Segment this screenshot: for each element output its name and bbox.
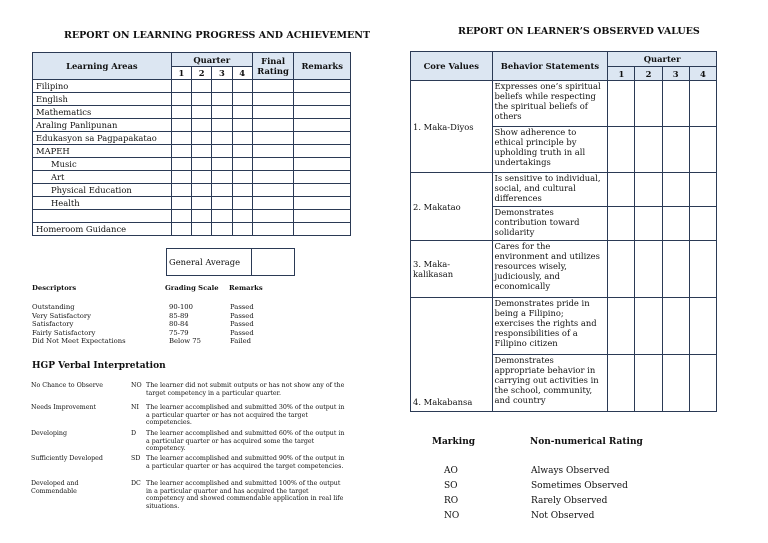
list-item bbox=[440, 481, 640, 496]
list-item bbox=[440, 466, 640, 481]
table-header-row bbox=[411, 52, 717, 67]
table-row bbox=[33, 106, 351, 119]
marking-header: Marking bbox=[432, 437, 476, 447]
behavior-statements-header: Behavior Statements bbox=[492, 52, 608, 81]
hgp-code: DC bbox=[131, 480, 141, 487]
core-value-label: 3. Maka-kalikasan bbox=[413, 259, 454, 279]
hgp-label: Needs Improvement bbox=[31, 404, 97, 411]
learning-area: English bbox=[33, 93, 172, 106]
learning-area: Music bbox=[33, 158, 172, 171]
general-average-table bbox=[166, 248, 295, 276]
learning-area: Filipino bbox=[33, 80, 172, 93]
remarks-header: Remarks bbox=[294, 53, 351, 80]
table-row bbox=[411, 298, 717, 355]
list-item bbox=[32, 337, 332, 346]
table-row bbox=[33, 197, 351, 210]
table-row bbox=[411, 173, 717, 207]
learning-area: Physical Education bbox=[33, 184, 172, 197]
behavior-statement: Demonstrates pride in being a Filipino; exercises the rights and responsibilities of a Filipino citizen bbox=[492, 298, 608, 355]
learning-area: Art bbox=[33, 171, 172, 184]
list-item bbox=[440, 496, 640, 511]
core-value bbox=[411, 241, 493, 298]
marking-rating: Rarely Observed bbox=[531, 496, 608, 506]
list-item bbox=[32, 320, 332, 329]
table-row bbox=[33, 145, 351, 158]
list-item bbox=[32, 312, 332, 321]
table-row bbox=[33, 171, 351, 184]
q2-header: 2 bbox=[191, 67, 211, 80]
list-item bbox=[32, 303, 332, 312]
scale-descriptor: Outstanding bbox=[32, 303, 75, 311]
marking-code: NO bbox=[444, 511, 460, 521]
scale-remark: Passed bbox=[230, 328, 254, 337]
scale-descriptor: Did Not Meet Expectations bbox=[32, 337, 126, 345]
behavior-statement: Demonstrates appropriate behavior in carrying out activities in the school, community, and country bbox=[492, 355, 608, 412]
scale-range: 90-100 bbox=[169, 303, 193, 311]
learning-area: Mathematics bbox=[33, 106, 172, 119]
scale-descriptor: Very Satisfactory bbox=[32, 311, 91, 320]
scale-descriptor: Fairly Satisfactory bbox=[32, 328, 96, 337]
hgp-text: The learner accomplished and submitted 90% of the output in a particular quarter or has acquired the target competencies. bbox=[146, 455, 345, 470]
q2-header: 2 bbox=[635, 67, 662, 81]
table-row bbox=[33, 210, 351, 223]
core-value-label: 4. Makabansa bbox=[413, 397, 473, 407]
table-row bbox=[33, 132, 351, 145]
table-header-row bbox=[33, 53, 351, 67]
grading-scale-header: Grading Scale bbox=[165, 284, 219, 292]
observed-values-title: REPORT ON LEARNER’S OBSERVED VALUES bbox=[458, 26, 700, 37]
hgp-label: No Chance to Observe bbox=[31, 382, 104, 389]
core-values-header: Core Values bbox=[411, 52, 493, 81]
q1-header: 1 bbox=[171, 67, 191, 80]
table-row bbox=[33, 184, 351, 197]
table-row bbox=[33, 93, 351, 106]
table-row bbox=[33, 223, 351, 236]
marking-rating: Sometimes Observed bbox=[531, 481, 628, 491]
hgp-label: Developing bbox=[31, 430, 67, 437]
scale-descriptor: Satisfactory bbox=[32, 320, 74, 328]
hgp-code: D bbox=[131, 430, 137, 437]
general-average-label: General Average bbox=[167, 249, 252, 276]
hgp-text: The learner accomplished and submitted 30% of the output in a particular quarter or has not acquired the target competencies. bbox=[146, 404, 345, 426]
final-rating-header: Final Rating bbox=[252, 53, 294, 80]
list-item bbox=[31, 404, 349, 430]
scale-remark: Passed bbox=[230, 311, 254, 320]
scale-remark: Passed bbox=[230, 320, 254, 328]
scale-range: 75-79 bbox=[169, 328, 189, 337]
learning-area: Edukasyon sa Pagpapakatao bbox=[33, 132, 172, 145]
learning-area bbox=[33, 210, 172, 223]
list-item bbox=[31, 382, 349, 404]
list-item bbox=[31, 455, 349, 480]
hgp-label: Sufficiently Developed bbox=[31, 455, 103, 462]
general-average-value bbox=[252, 249, 295, 276]
scale-remark: Failed bbox=[230, 337, 252, 345]
learning-progress-title: REPORT ON LEARNING PROGRESS AND ACHIEVEMENT bbox=[64, 30, 371, 41]
list-item bbox=[31, 430, 349, 455]
q1-header: 1 bbox=[608, 67, 635, 81]
hgp-text: The learner accomplished and submitted 100% of the output in a particular quarter and has acquired the target competency and showed commendable application in real life situations. bbox=[146, 480, 344, 510]
behavior-statement: Expresses one’s spiritual beliefs while respecting the spiritual beliefs of others bbox=[492, 81, 608, 127]
hgp-code: SD bbox=[131, 455, 141, 462]
table-row bbox=[411, 81, 717, 127]
hgp-title: HGP Verbal Interpretation bbox=[32, 361, 166, 371]
learning-area: Homeroom Guidance bbox=[33, 223, 172, 236]
core-value: 1. Maka-Diyos bbox=[411, 81, 493, 173]
learning-area: MAPEH bbox=[33, 145, 172, 158]
quarter-header: Quarter bbox=[608, 52, 717, 67]
core-value: 2. Makatao bbox=[411, 173, 493, 241]
marking-code: AO bbox=[444, 466, 458, 476]
q4-header: 4 bbox=[689, 67, 716, 81]
scale-range: 85-89 bbox=[169, 311, 189, 320]
q3-header: 3 bbox=[212, 67, 232, 80]
learning-area: Health bbox=[33, 197, 172, 210]
behavior-statement: Demonstrates contribution toward solidarity bbox=[492, 207, 608, 241]
list-item bbox=[440, 511, 640, 526]
rating-header: Non-numerical Rating bbox=[530, 437, 643, 447]
table-row bbox=[33, 119, 351, 132]
marking-list bbox=[440, 466, 640, 526]
behavior-statement: Cares for the environment and utilizes resources wisely, judiciously, and economically bbox=[492, 241, 608, 298]
scale-range: 80-84 bbox=[169, 320, 189, 328]
list-item bbox=[32, 329, 332, 338]
core-value bbox=[411, 298, 493, 412]
grading-scale-list bbox=[32, 303, 332, 346]
quarter-header: Quarter bbox=[171, 53, 252, 67]
hgp-text: The learner accomplished and submitted 60% of the output in a particular quarter or has acquired some the target competency. bbox=[146, 430, 345, 452]
descriptors-header: Descriptors bbox=[32, 284, 77, 292]
marking-code: RO bbox=[444, 496, 459, 506]
learning-areas-header: Learning Areas bbox=[33, 53, 172, 80]
learning-area: Araling Panlipunan bbox=[33, 119, 172, 132]
observed-values-table bbox=[410, 51, 717, 412]
marking-rating: Always Observed bbox=[531, 466, 610, 476]
behavior-statement: Is sensitive to individual, social, and cultural differences bbox=[492, 173, 608, 207]
hgp-code: NO bbox=[131, 382, 142, 389]
marking-code: SO bbox=[444, 481, 458, 491]
hgp-list bbox=[31, 382, 349, 510]
table-row bbox=[33, 80, 351, 93]
table-row bbox=[33, 158, 351, 171]
q3-header: 3 bbox=[662, 67, 689, 81]
scale-range: Below 75 bbox=[169, 337, 201, 345]
scale-remark: Passed bbox=[230, 303, 254, 311]
hgp-label: Developed and Commendable bbox=[31, 480, 79, 495]
table-row bbox=[411, 241, 717, 298]
scale-remarks-header: Remarks bbox=[229, 284, 263, 292]
hgp-text: The learner did not submit outputs or has not show any of the target competency in a particular quarter. bbox=[146, 382, 345, 397]
list-item bbox=[31, 480, 349, 510]
marking-rating: Not Observed bbox=[531, 511, 595, 521]
behavior-statement: Show adherence to ethical principle by upholding truth in all undertakings bbox=[492, 127, 608, 173]
hgp-code: NI bbox=[131, 404, 139, 411]
learning-areas-table bbox=[32, 52, 351, 236]
q4-header: 4 bbox=[232, 67, 252, 80]
